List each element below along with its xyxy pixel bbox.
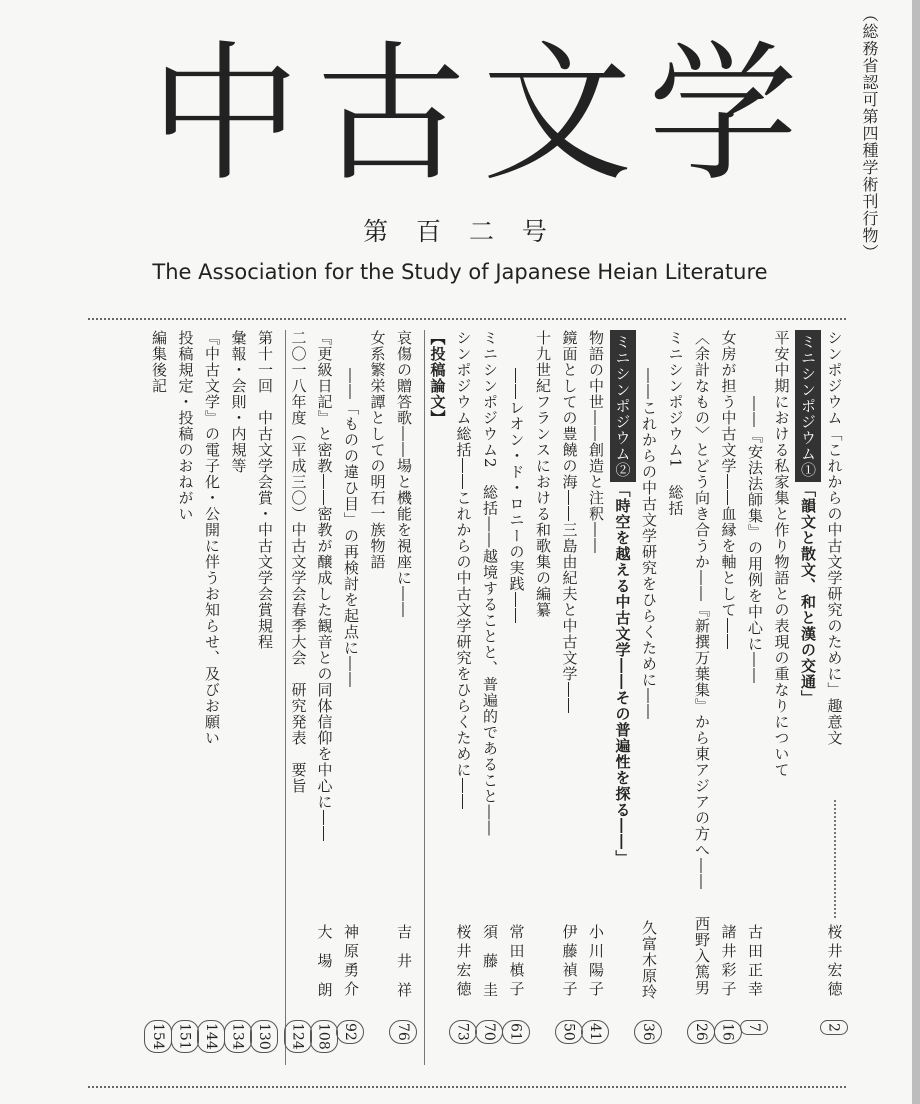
entry-page: 73 xyxy=(451,1020,477,1044)
entry-page: 70 xyxy=(477,1020,503,1044)
entry-page: 61 xyxy=(504,1020,530,1044)
entry-title: 第十一回 中古文学会賞・中古文学会賞規程 xyxy=(256,330,274,650)
entry-page: 124 xyxy=(286,1020,312,1053)
toc-section-heading xyxy=(795,330,822,1065)
entry-page: 36 xyxy=(636,1020,662,1044)
toc-entry[interactable] xyxy=(146,330,173,1065)
section-theme: 「時空を越える中古文学――その普遍性を探る――」 xyxy=(613,482,632,866)
scan-edge xyxy=(912,0,920,1104)
toc-entry[interactable] xyxy=(742,330,769,1065)
toc-entry[interactable] xyxy=(716,330,743,1065)
toc-section-heading xyxy=(424,330,451,1065)
top-divider xyxy=(88,318,846,320)
entry-subtitle: ――レオン・ド・ロニーの実践―― xyxy=(507,368,526,624)
toc-entry[interactable] xyxy=(769,330,796,1065)
toc-entry[interactable] xyxy=(636,330,663,1065)
entry-title: 『中古文学』の電子化・公開に伴うお知らせ、及びお願い xyxy=(203,330,221,746)
toc-entry[interactable] xyxy=(583,330,610,1065)
entry-title: ミニシンポジウム1 総括 xyxy=(666,330,685,517)
toc-entry[interactable] xyxy=(199,330,226,1065)
entry-author: 吉井祥 xyxy=(395,924,413,1011)
entry-author: 常田槙子 xyxy=(507,924,526,1000)
entry-title: 鏡面としての豊饒の海――三島由紀夫と中古文学―― xyxy=(560,330,579,714)
entry-author: 久富木原玲 xyxy=(640,920,658,1000)
toc-entry[interactable] xyxy=(689,330,716,1065)
toc-entry[interactable] xyxy=(365,330,392,1065)
toc-entry[interactable] xyxy=(822,330,849,1065)
entry-author: 須藤圭 xyxy=(481,924,499,1011)
entry-page: 154 xyxy=(146,1020,172,1053)
entry-title: 物語の中世――創造と注釈―― xyxy=(587,330,605,554)
entry-page: 76 xyxy=(391,1020,417,1044)
entry-page: 50 xyxy=(557,1020,583,1044)
toc-entry[interactable] xyxy=(391,330,418,1065)
section-theme: 「韻文と散文、和と漢の交通」 xyxy=(799,482,817,706)
dot-leader xyxy=(834,800,836,918)
entry-page: 92 xyxy=(338,1020,364,1044)
bottom-divider xyxy=(88,1086,846,1088)
entry-author: 古田正幸 xyxy=(746,924,764,1000)
entry-author: 桜井宏徳 xyxy=(825,924,844,1000)
entry-title: 投稿規定・投稿のおねがい xyxy=(176,330,195,522)
english-title: The Association for the Study of Japanese Heian Literature xyxy=(152,260,768,284)
entry-author: 小川陽子 xyxy=(587,924,605,1000)
toc-entry[interactable] xyxy=(285,330,312,1065)
entry-title: シンポジウム「これからの中古文学研究のために」趣意文 xyxy=(825,330,844,746)
entry-page: 130 xyxy=(252,1020,278,1053)
entry-page: 151 xyxy=(173,1020,199,1053)
entry-page: 41 xyxy=(583,1020,609,1044)
entry-page: 134 xyxy=(226,1020,252,1053)
entry-title: 女房が担う中古文学――血縁を軸として―― xyxy=(719,330,738,650)
entry-author: 諸井彩子 xyxy=(719,924,738,1000)
toc-section-heading xyxy=(610,330,637,1065)
entry-title: シンポジウム総括――これからの中古文学研究をひらくために―― xyxy=(454,330,473,810)
entry-page: 108 xyxy=(312,1020,338,1053)
entry-author: 神原勇介 xyxy=(342,924,360,1000)
toc-entry[interactable] xyxy=(663,330,690,1065)
toc-entry[interactable] xyxy=(504,330,531,1065)
entry-title: 平安中期における私家集と作り物語との表現の重なりについて xyxy=(772,330,791,778)
registration-note: （総務省認可第四種学術刊行物） xyxy=(860,6,879,261)
entry-title: 〈余計なもの〉とどう向き合うか――『新撰万葉集』から東アジアの方へ―― xyxy=(693,330,711,890)
toc-entry[interactable] xyxy=(173,330,200,1065)
section-label: 【投稿論文】 xyxy=(428,330,447,426)
entry-author: 伊藤禎子 xyxy=(560,924,579,1000)
section-badge: ミニシンポジウム② xyxy=(610,330,636,482)
entry-title: 十九世紀フランスにおける和歌集の編纂 xyxy=(534,330,552,618)
toc-entry[interactable] xyxy=(557,330,584,1065)
entry-page: 2 xyxy=(822,1020,848,1035)
section-badge: ミニシンポジウム① xyxy=(795,330,821,482)
entry-subtitle: ――これからの中古文学研究をひらくために―― xyxy=(640,368,658,720)
entry-title: ミニシンポジウム2 総括――越境することと、普遍的であること―― xyxy=(481,330,499,837)
table-of-contents xyxy=(88,330,848,1065)
toc-entry[interactable] xyxy=(451,330,478,1065)
toc-entry[interactable] xyxy=(477,330,504,1065)
entry-subtitle: ――『安法法師集』の用例を中心に―― xyxy=(746,396,764,684)
journal-title: 中古文学 xyxy=(150,28,815,202)
entry-page: 16 xyxy=(716,1020,742,1044)
entry-author: 大場朗 xyxy=(315,924,334,1011)
entry-page: 144 xyxy=(199,1020,225,1053)
entry-author: 西野入篤男 xyxy=(693,916,711,996)
entry-title: 女系繁栄譚としての明石一族物語 xyxy=(368,330,387,570)
entry-title: 彙報・会則・内規等 xyxy=(229,330,248,474)
toc-entry[interactable] xyxy=(338,330,365,1065)
entry-page: 7 xyxy=(742,1020,768,1035)
entry-title: 哀傷の贈答歌――場と機能を視座に―― xyxy=(395,330,413,618)
entry-title: 『更級日記』と密教――密教が醸成した観音との同体信仰を中心に―― xyxy=(315,330,334,842)
toc-entry[interactable] xyxy=(312,330,339,1065)
entry-page: 26 xyxy=(689,1020,715,1044)
entry-title: 編集後記 xyxy=(150,330,168,394)
entry-title: 二〇一八年度（平成三〇）中古文学会春季大会 研究発表 要旨 xyxy=(289,330,308,794)
toc-entry[interactable] xyxy=(252,330,279,1065)
toc-entry[interactable] xyxy=(530,330,557,1065)
entry-author: 桜井宏徳 xyxy=(454,924,473,1000)
entry-subtitle: ――「ものの違ひ目」の再検討を起点に―― xyxy=(342,368,360,688)
issue-number: 第 百 二 号 xyxy=(363,217,557,246)
toc-entry[interactable] xyxy=(226,330,253,1065)
